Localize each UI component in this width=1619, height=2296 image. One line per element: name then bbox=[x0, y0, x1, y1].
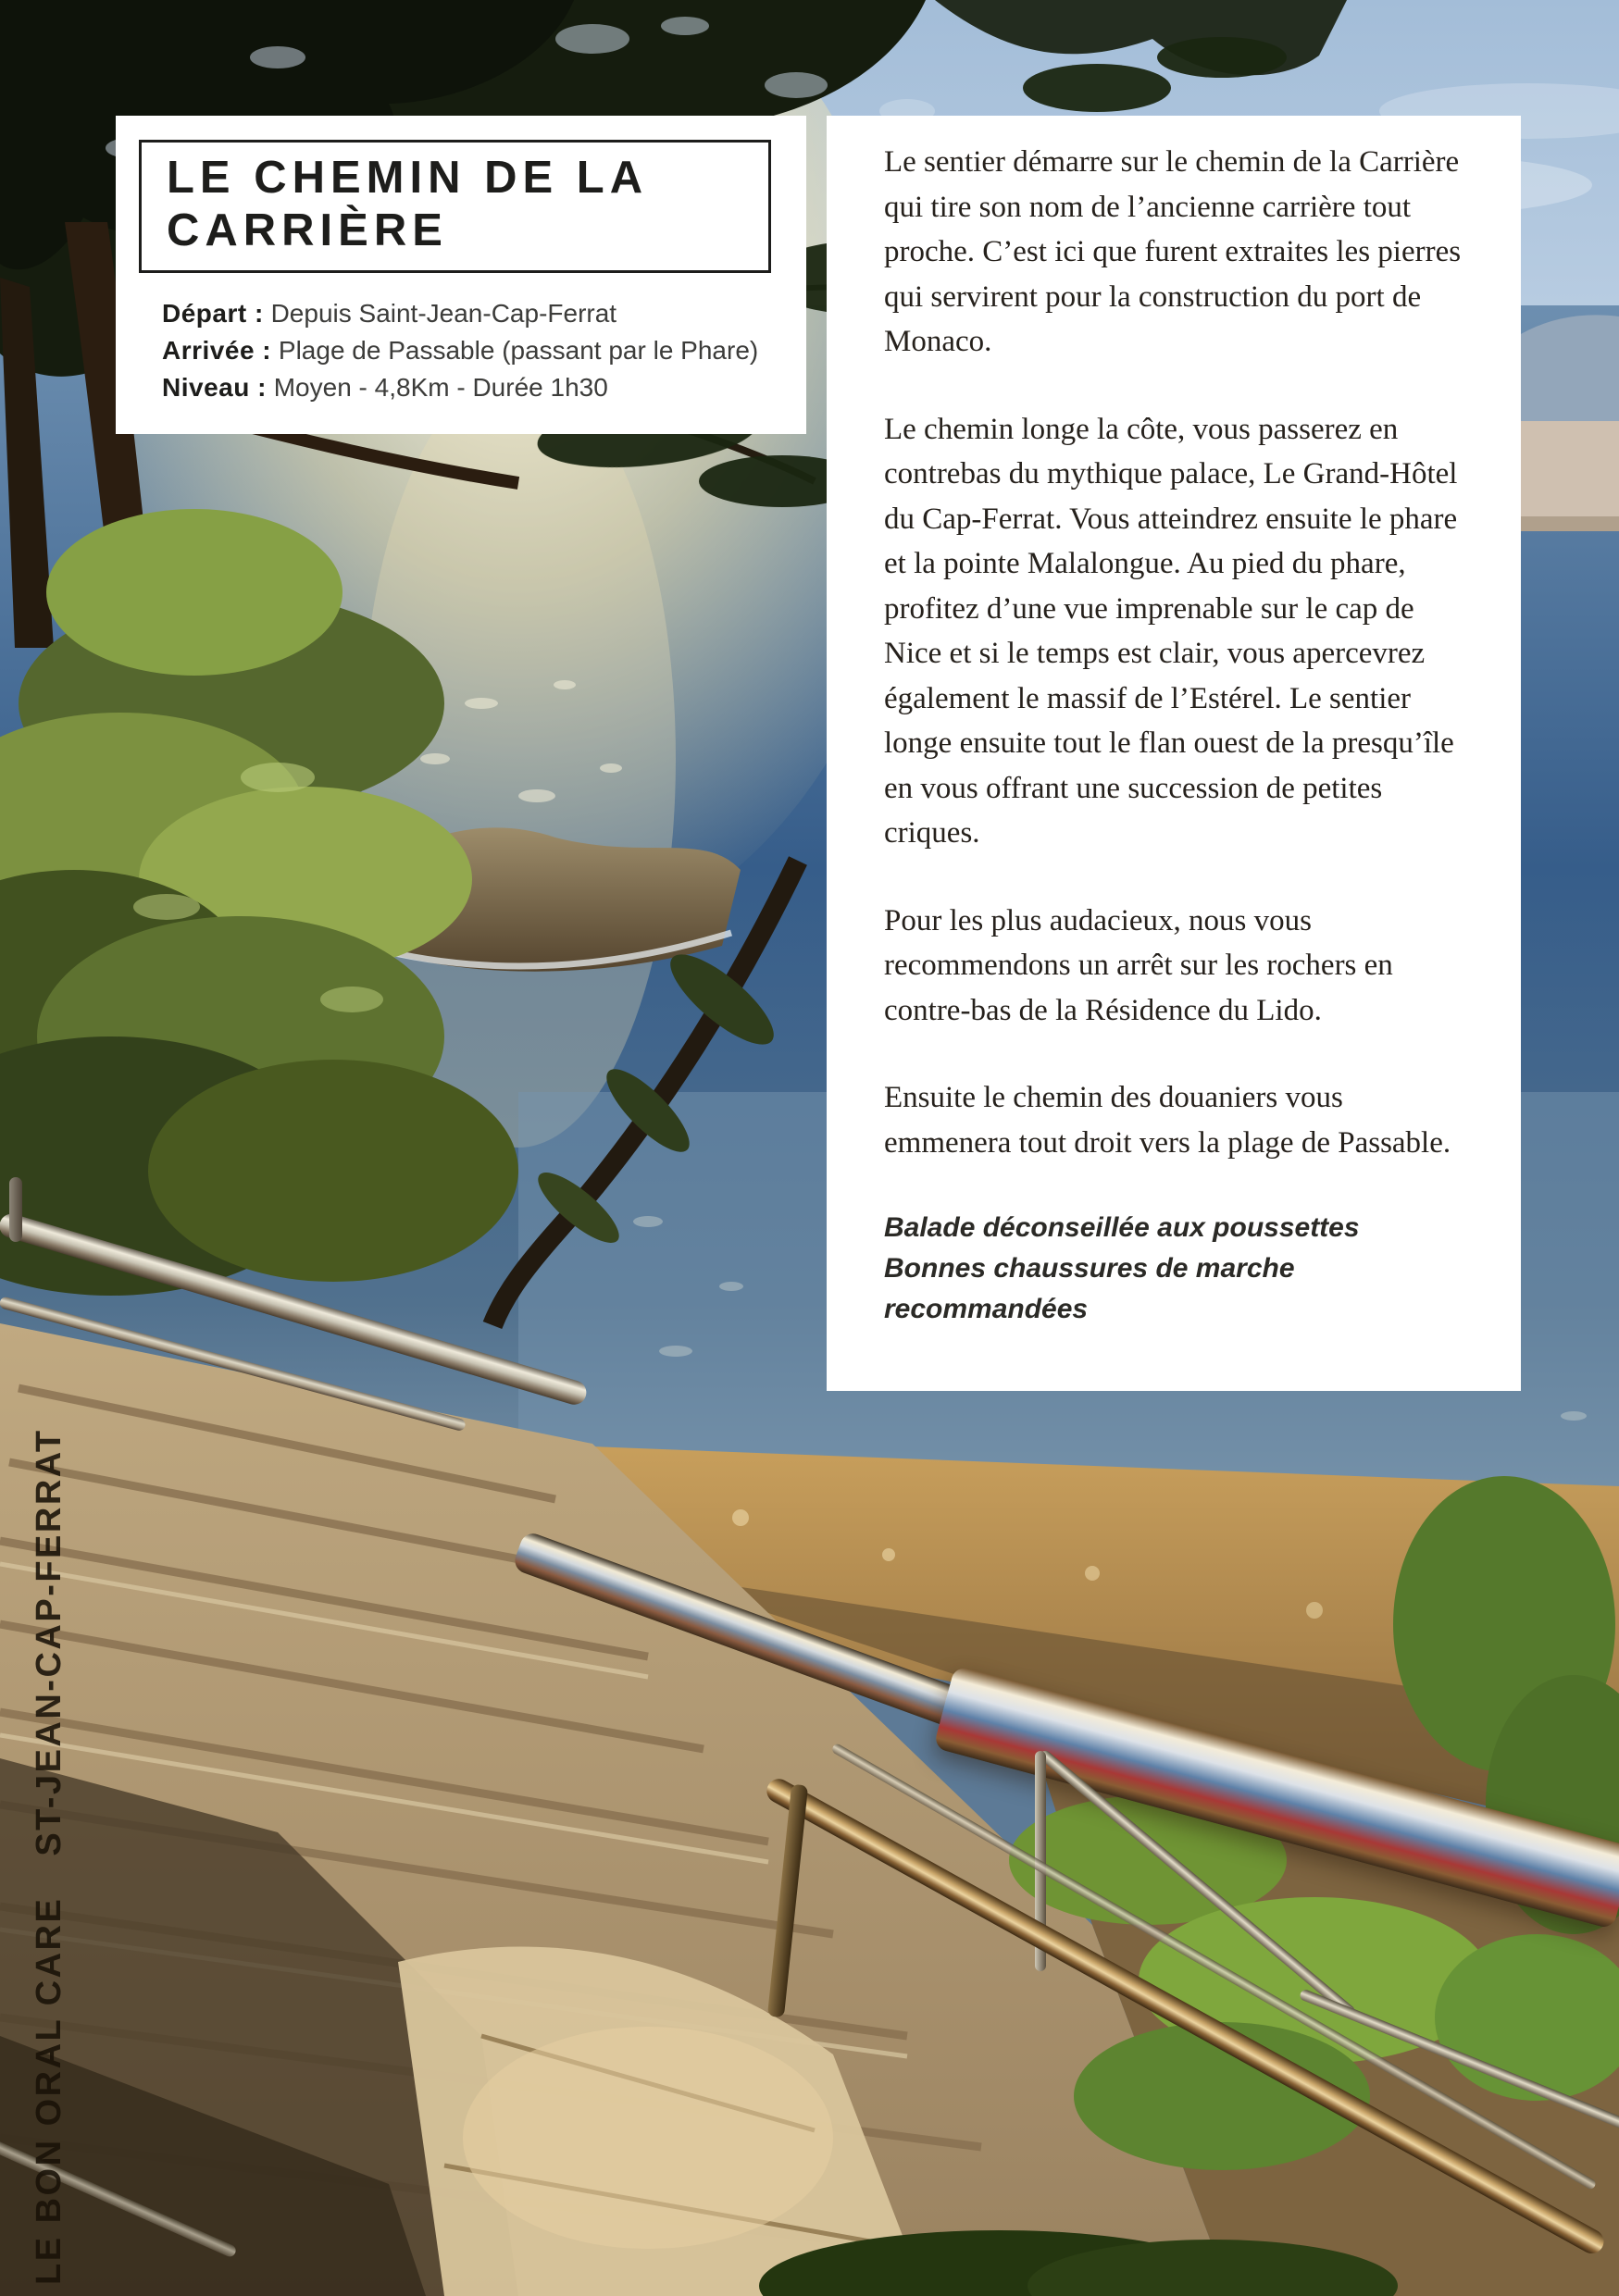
paragraph: Le sentier démarre sur le chemin de la Carrière qui tire son nom de l’ancienne carrière tout proche. C’est ici que furent extraites les pierres qui servirent pour la construction du port de Monaco. bbox=[884, 145, 1462, 358]
advice-note-poussettes: Balade déconseillée aux poussettes bbox=[884, 1212, 1360, 1243]
advice-note-chaussures: Bonnes chaussures de marche recommandées bbox=[884, 1253, 1295, 1324]
paragraph: Pour les plus audacieux, nous vous recommendons un arrêt sur les rochers en contre-bas de la Résidence du Lido. bbox=[884, 903, 1393, 1027]
trail-title bbox=[139, 140, 771, 273]
fact-depart bbox=[162, 295, 771, 332]
trail-title-line2: CARRIÈRE bbox=[167, 205, 448, 255]
fact-depart-value: Depuis Saint-Jean-Cap-Ferrat bbox=[270, 298, 617, 328]
advice-notes bbox=[884, 1208, 1470, 1330]
trail-facts bbox=[162, 295, 771, 406]
trail-title-line1: LE CHEMIN DE LA bbox=[167, 153, 649, 203]
fact-niveau bbox=[162, 369, 771, 406]
description-card bbox=[827, 116, 1521, 1391]
info-card bbox=[116, 116, 806, 434]
paragraph: Ensuite le chemin des douaniers vous emmenera tout droit vers la plage de Passable. bbox=[884, 1081, 1451, 1160]
vertical-caption-line1: LE BON ORAL CARE bbox=[30, 1896, 68, 2285]
handrail-post-left bbox=[9, 1177, 22, 1242]
paragraph: Le chemin longe la côte, vous passerez en contrebas du mythique palace, Le Grand-Hôtel du Cap-Ferrat. Vous atteindrez ensuite le phare et la pointe Malalongue. Au pied du phare, profitez d’une vue imprenable sur le cap de Nice et si le temps est clair, vous apercevrez également le massif de l’Estérel. Le sentier longe ensuite tout le flan ouest de la presqu’île en vous offrant une succession de petites criques. bbox=[884, 412, 1458, 850]
fact-niveau-value: Moyen - 4,8Km - Durée 1h30 bbox=[273, 372, 608, 402]
fact-arrivee-value: Plage de Passable (passant par le Phare) bbox=[278, 335, 759, 365]
vertical-caption-line2: ST-JEAN-CAP-FERRAT bbox=[30, 1428, 68, 1856]
fact-depart-label: Départ : bbox=[162, 298, 264, 328]
fact-arrivee-label: Arrivée : bbox=[162, 335, 272, 365]
fact-niveau-label: Niveau : bbox=[162, 372, 267, 402]
vertical-caption bbox=[30, 1428, 69, 2296]
fact-arrivee bbox=[162, 332, 771, 369]
